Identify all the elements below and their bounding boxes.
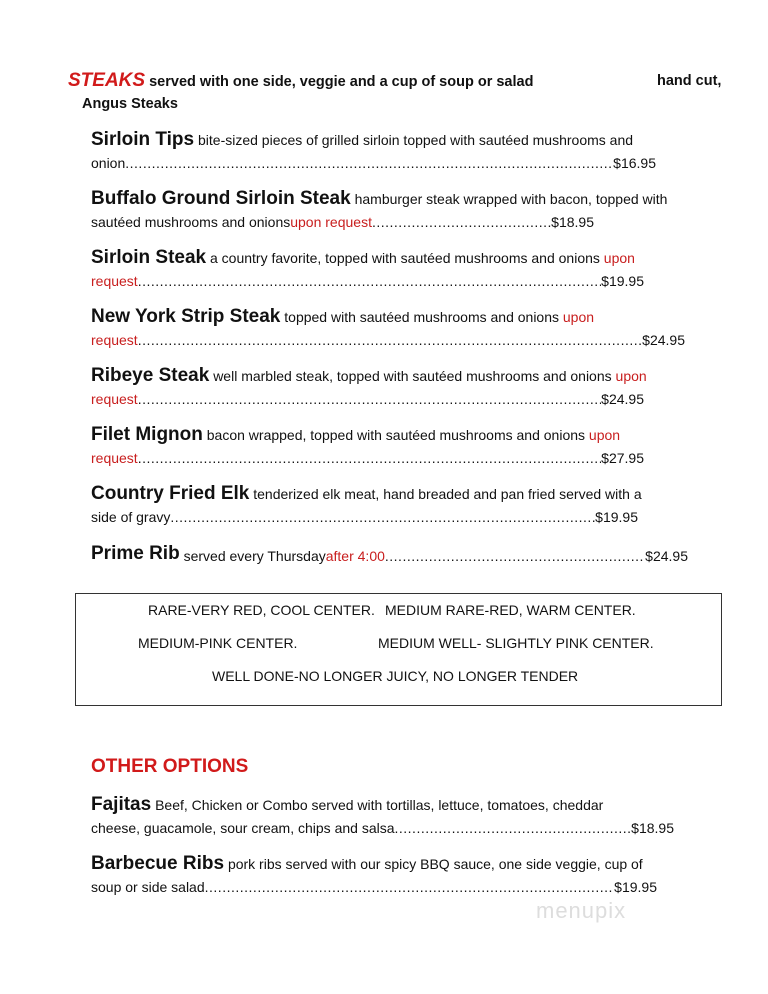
- menu-item: [91, 246, 644, 293]
- other-options-title: OTHER OPTIONS: [91, 756, 249, 777]
- doneness-medium: MEDIUM-PINK CENTER.: [138, 635, 298, 651]
- leader-dots: [385, 542, 645, 568]
- item-desc: topped with sautéed mushrooms and onions: [284, 309, 563, 325]
- item-note: request: [91, 450, 138, 466]
- doneness-guide: [75, 593, 722, 706]
- item-note: upon: [562, 309, 595, 325]
- item-name: Sirloin Steak: [91, 247, 207, 268]
- menu-item: [91, 482, 642, 529]
- leader-dots: [138, 270, 601, 293]
- angus-note: Angus Steaks: [82, 96, 178, 112]
- doneness-medium-rare: MEDIUM RARE-RED, WARM CENTER.: [385, 602, 636, 618]
- menu-item: [91, 423, 644, 470]
- item-desc-cont: onion: [91, 155, 126, 171]
- item-desc: bite-sized pieces of grilled sirloin topped with sautéed mushrooms and: [198, 132, 634, 148]
- item-name: Prime Rib: [91, 543, 180, 564]
- menu-item: [91, 852, 657, 899]
- leader-dots: [395, 817, 632, 840]
- item-price: $24.95: [601, 391, 644, 407]
- item-price: $18.95: [551, 214, 594, 230]
- doneness-rare: RARE-VERY RED, COOL CENTER.: [148, 602, 375, 618]
- item-name: New York Strip Steak: [91, 306, 281, 327]
- item-desc-cont: side of gravy: [91, 509, 171, 525]
- doneness-well-done: WELL DONE-NO LONGER JUICY, NO LONGER TENDER: [212, 668, 579, 684]
- menu-item-prime-rib: [91, 542, 688, 568]
- leader-dots: [205, 876, 615, 899]
- item-note: upon: [615, 368, 647, 384]
- item-desc: hamburger steak wrapped with bacon, topped with: [354, 191, 668, 207]
- item-price: $16.95: [613, 155, 656, 171]
- leader-dots: [138, 329, 642, 352]
- leader-dots: [372, 211, 551, 234]
- item-price: $27.95: [601, 450, 644, 466]
- item-price: $24.95: [642, 332, 685, 348]
- steaks-header: [68, 70, 728, 112]
- menu-item: [91, 364, 647, 411]
- item-note: request: [91, 391, 138, 407]
- item-desc: a country favorite, topped with sautéed mushrooms and onions: [210, 250, 604, 266]
- item-price: $24.95: [645, 548, 688, 564]
- item-price: $19.95: [614, 879, 657, 895]
- menu-item: [91, 793, 674, 840]
- menu-item: [91, 128, 656, 175]
- item-desc: bacon wrapped, topped with sautéed mushrooms and onions: [206, 427, 589, 443]
- item-desc: Beef, Chicken or Combo served with tortillas, lettuce, tomatoes, cheddar: [155, 797, 604, 813]
- item-desc: pork ribs served with our spicy BBQ sauce, one side veggie, cup of: [227, 856, 643, 872]
- item-name: Ribeye Steak: [91, 365, 210, 386]
- menu-item: [91, 305, 685, 352]
- hand-cut-note: hand cut,: [657, 73, 722, 89]
- item-name: Filet Mignon: [91, 424, 203, 445]
- item-desc: well marbled steak, topped with sautéed mushrooms and onions: [213, 368, 616, 384]
- leader-dots: [170, 506, 595, 529]
- item-price: $18.95: [631, 820, 674, 836]
- leader-dots: [125, 152, 613, 175]
- item-price: $19.95: [601, 273, 644, 289]
- item-name: Barbecue Ribs: [91, 853, 225, 874]
- item-name: Fajitas: [91, 794, 152, 815]
- item-name: Sirloin Tips: [91, 129, 195, 150]
- item-desc-cont: sautéed mushrooms and onions: [91, 214, 291, 230]
- item-note: request: [91, 332, 138, 348]
- steaks-subtitle: served with one side, veggie and a cup of soup or salad: [149, 74, 534, 90]
- item-desc-cont: cheese, guacamole, sour cream, chips and salsa: [91, 820, 395, 836]
- item-name: Buffalo Ground Sirloin Steak: [91, 188, 351, 209]
- item-note: request: [91, 273, 138, 289]
- steaks-title: STEAKS: [68, 70, 146, 91]
- watermark: menupix: [536, 898, 627, 923]
- item-desc-cont: soup or side salad: [91, 879, 205, 895]
- item-note: upon: [588, 427, 621, 443]
- item-desc: served every Thursday: [183, 548, 326, 564]
- item-note: upon: [603, 250, 635, 266]
- doneness-medium-well: MEDIUM WELL- SLIGHTLY PINK CENTER.: [378, 635, 654, 651]
- item-note: after 4:00: [325, 548, 385, 564]
- item-note: upon request: [290, 214, 372, 230]
- leader-dots: [138, 388, 601, 411]
- leader-dots: [138, 447, 601, 470]
- item-price: $19.95: [595, 509, 638, 525]
- menu-item: [91, 187, 667, 234]
- item-desc: tenderized elk meat, hand breaded and pan fried served with a: [253, 486, 642, 502]
- item-name: Country Fried Elk: [91, 483, 250, 504]
